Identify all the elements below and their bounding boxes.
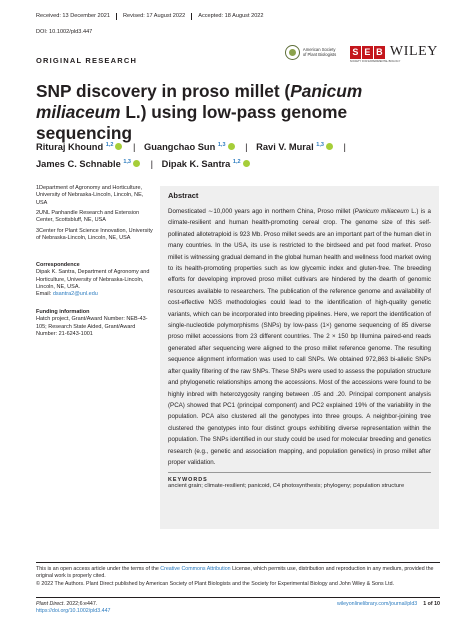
orcid-icon[interactable] [243,160,250,167]
affiliation-3: 3Center for Plant Science Innovation, University of Nebraska-Lincoln, Lincoln, NE, USA [36,228,153,242]
author-list: Rituraj Khound $^{1,2}$ | Guangchao Sun $^{1,3}$ | Ravi V. Mural $^{1,3}$ | James C. Schnable $^{1,3}$ | Dipak K. Santra $^{1,2}$ [36,142,346,170]
publisher-logos [285,44,438,63]
author[interactable]: Rituraj Khound $^{1,2}$ [36,142,114,153]
page-number: 1 of 10 [423,601,440,607]
journal-name: Plant Direct [36,601,64,607]
seb-letter-e: E [362,46,373,59]
seb-logo [349,46,401,63]
seb-letter-b: B [374,46,385,59]
author[interactable]: James C. Schnable $^{1,3}$ [36,159,131,170]
keywords-section [168,472,431,491]
correspondence-heading: Correspondence [36,262,80,268]
aspb-emblem-icon [285,45,300,60]
keywords-heading: KEYWORDS [168,477,208,484]
revised-date: Revised: 17 August 2022 [117,13,192,20]
article-type: ORIGINAL RESEARCH [36,56,138,65]
abstract-heading: Abstract [168,191,199,200]
doi-link[interactable]: https://doi.org/10.1002/pld3.447 [36,608,111,614]
page-footer: Plant Direct. 2022;6:e447. https://doi.org/10.1002/pld3.447 wileyonlinelibrary.com/journal/pld3 1 of 10 [36,597,440,615]
author[interactable]: Dipak K. Santra $^{1,2}$ [161,159,241,170]
article-doi[interactable]: DOI: 10.1002/pld3.447 [36,29,93,35]
affiliation-2: 2UNL Panhandle Research and Extension Center, Scottsbluff, NE, USA [36,210,140,224]
aspb-logo-text: American Society of Plant Biologists [302,47,337,57]
abstract-box [160,186,439,529]
correspondence: Correspondence Dipak K. Santra, Department of Agronomy and Horticulture, University of Nebraska-Lincoln, Lincoln, NE, USA. Email: dsantra2@unl.edu [36,262,154,298]
orcid-icon[interactable] [115,143,122,150]
accepted-date: Accepted: 18 August 2022 [198,13,264,19]
affiliation-1: 1Department of Agronomy and Horticulture, University of Nebraska-Lincoln, Lincoln, NE, USA [36,185,144,206]
author[interactable]: Ravi V. Mural $^{1,3}$ [256,142,324,153]
seb-caption: SOCIETY FOR EXPERIMENTAL BIOLOGY [349,59,401,63]
orcid-icon[interactable] [326,143,333,150]
funding-heading: Funding information [36,309,90,315]
cc-license-link[interactable]: Creative Commons Attribution [160,566,231,572]
correspondence-text: Dipak K. Santra, Department of Agronomy and Horticulture, University of Nebraska-Lincoln, Lincoln, NE, USA. [36,269,150,290]
article-dates [36,13,270,20]
keywords-list: ancient grain; climate-resilient; panicoid, C4 photosynthesis; phylogeny; population structure [168,483,405,490]
correspondence-email[interactable]: dsantra2@unl.edu [52,291,98,298]
article-title: SNP discovery in proso millet (Panicum miliaceum L.) using low-pass genome sequencing [36,81,363,143]
funding-info [36,309,154,338]
author[interactable]: Guangchao Sun $^{1,3}$ [144,142,226,153]
journal-site-link[interactable]: wileyonlinelibrary.com/journal/pld3 [336,601,418,607]
copyright-line: © 2022 The Authors. Plant Direct published by American Society of Plant Biologists and the Society for Experimental Biology and John Wiley & Sons Ltd. [36,580,395,587]
aspb-logo [285,45,345,60]
abstract-text: Domesticated ∼10,000 years ago in northern China, Proso millet (Panicum miliaceum L.) is a climate-resilient and human health-promoting cereal crop. The genome size of this self-pollinated allotetraploid is 923 Mb. Proso millet seeds are an important part of the human diet in many countries. In the USA, its use is restricted to the birdseed and pet food market. Proso millet is witnessing gradual demand in the global human health and wellness food market owing to its health-promoting properties such as low glycemic index and gluten-free. The breeding efforts for developing improved proso millet cultivars are hindered by the dearth of genomic resources available to researchers. The publication of the reference genome and availability of cost-effective NGS methodologies could lead to the identification of high-quality genetic variants, which can be incorporated into breeding pipelines. Here, we report the identification of single-nucleotide polymorphisms (SNPs) by low-pass (1×) genome sequencing of 85 diverse proso millet accessions from 23 different countries. The 2 × 150 bp Illumina paired-end reads generated after sequencing were aligned to the proso millet reference genome. The resulting sequence alignment information was used to call SNPs. We obtained 972,863 bi-allelic SNPs after quality filtering of the raw SNPs. These SNPs were used to assess the population structure and phylogenetic relationships among the accessions. Most of the accessions were found to be highly inbred with heterozygosity ranging between .05 and .20. Principal component analysis (PCA) showed that PC1 (principal component) and PC2 explained 19% of the variability in the population. PCA also clustered all the genotypes into three groups. A neighbor-joining tree clustered the genotypes into four distinct groups exhibiting diverse representation within the population. The SNPs identified in our study could be used for molecular breeding and genetics research (e.g., genetic and association mapping, and population genetics) in proso millet after proper validation. [168,208,431,466]
orcid-icon[interactable] [228,143,235,150]
license-note: This is an open access article under the terms of the Creative Commons Attribution License, which permits use, distribution and reproduction in any medium, provided the original work is properly cited. © 2022 The Authors. Plant Direct published by American Society of Plant Biologists and the Society for Experimental Biology and John Wiley & Sons Ltd. [36,562,440,588]
seb-letter-s: S [350,46,361,59]
title-species: Panicum miliaceum [36,81,363,122]
funding-text: Hatch project, Grant/Award Number: NEB-43-105; Research State Aided, Grant/Award Number: 21-6243-1001 [36,316,148,337]
orcid-icon[interactable] [133,160,140,167]
wiley-logo: WILEY [389,44,438,59]
received-date: Received: 13 December 2021 [36,13,117,20]
